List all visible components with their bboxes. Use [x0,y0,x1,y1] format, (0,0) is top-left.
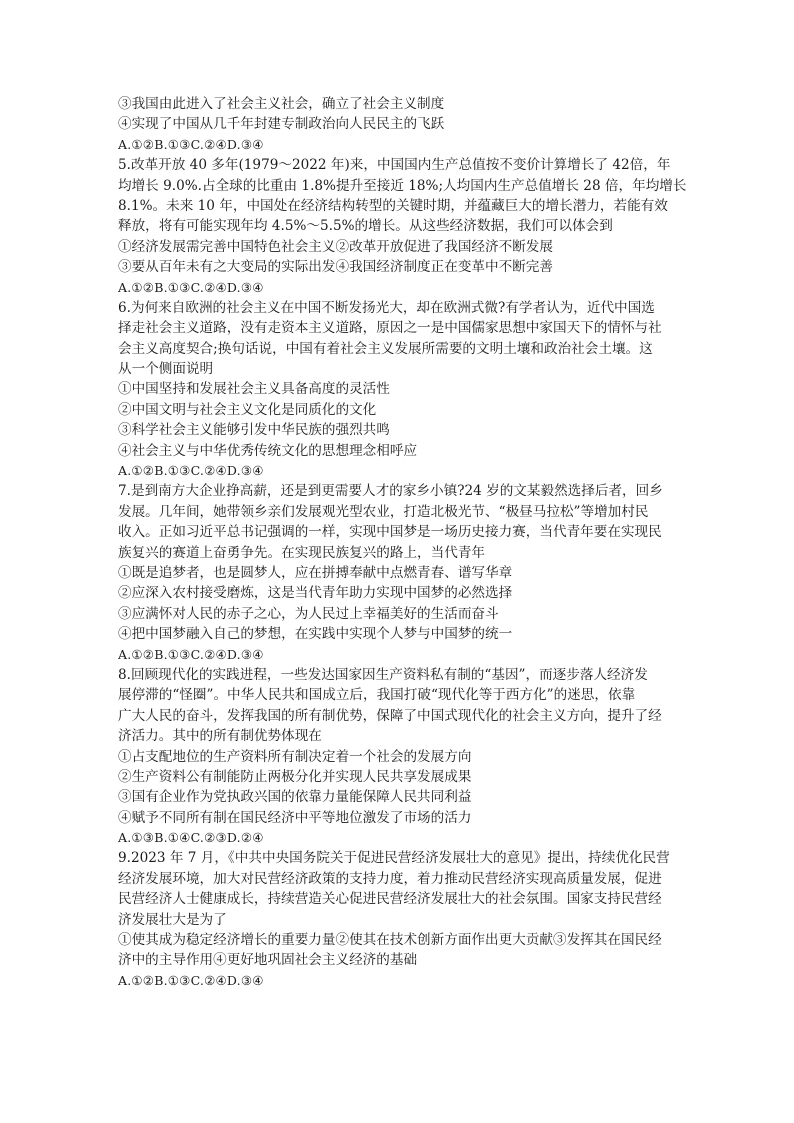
question-text-line: ③我国由此进入了社会主义社会，确立了社会主义制度 [118,96,445,112]
question-text-line: ④赋予不同所有制在国民经济中平等地位激发了市场的活力 [118,809,472,826]
question-text-line: ①既是追梦者，也是圆梦人，应在拼搏奉献中点燃青春、谱写华章 [118,564,513,581]
question-text-line: 8.回顾现代化的实践进程，一些发达国家因生产资料私有制的“基因”，而逐步落人经济发 [118,666,648,683]
question-text-line: ④把中国梦融入自己的梦想，在实践中实现个人梦与中国梦的统一 [118,626,513,643]
question-text-line: 广大人民的奋斗，发挥我国的所有制优势，保障了中国式现代化的社会主义方向，提升了经 [118,707,662,724]
question-text-line: 会主义高度契合;换句话说，中国有着社会主义发展所需要的文明土壤和政治社会土壤。这 [118,340,653,357]
question-text-line: 均增长 9.0%.占全球的比重由 1.8%提升至接近 18%;人均国内生产总值增长 28 倍，年均增长 [118,177,687,194]
question-text-line: 7.是到南方大企业挣高薪，还是到更需要人才的家乡小镇?24 岁的文某毅然选择后者，回乡 [118,483,663,500]
question-text-line: 9.2023 年 7 月，《中共中央国务院关于促进民营经济发展壮大的意见》提出，持续优化民营 [118,850,670,867]
question-text-line: 择走社会主义道路，没有走资本主义道路，原因之一是中国儒家思想中家国天下的情怀与社 [118,320,662,337]
question-text-line: 经济发展环境，加大对民营经济政策的支持力度，着力推动民营经济实现高质量发展，促进 [118,870,662,887]
question-text-line: ②应深入农村接受磨炼，这是当代青年助力实现中国梦的必然选择 [118,585,513,602]
answer-choices: A.①②B.①③C.②④D.③④ [118,136,264,152]
question-text-line: ①占支配地位的生产资料所有制决定着一个社会的发展方向 [118,748,472,765]
question-q4-tail [118,94,690,155]
exam-page [118,94,690,991]
question-text-line: ①经济发展需完善中国特色社会主义②改革开放促进了我国经济不断发展 [118,238,553,255]
question-text-line: ①使其成为稳定经济增长的重要力量②使其在技术创新方面作出更大贡献③发挥其在国民经 [118,932,662,949]
question-text-line: 收入。正如习近平总书记强调的一样，实现中国梦是一场历史接力赛，当代青年要在实现民 [118,524,662,541]
question-text-line: ②中国文明与社会主义文化是同质化的文化 [118,401,377,418]
question-q9 [118,848,690,991]
question-text-line: 展停滞的“怪圈”。中华人民共和国成立后，我国打破“现代化等于西方化”的迷思，依靠 [118,687,636,704]
question-text-line: 民营经济人士健康成长，持续营造关心促进民营经济发展壮大的社会氛围。国家支持民营经 [118,891,662,908]
question-text-line: ③应满怀对人民的赤子之心，为人民过上幸福美好的生活而奋斗 [118,605,499,622]
question-text-line: 济中的主导作用④更好地巩固社会主义经济的基础 [118,952,418,969]
question-text-line: 8.1%。未来 10 年，中国处在经济结构转型的关键时期，并蕴藏巨大的增长潜力，若能有效 [118,197,668,214]
question-text-line: 族复兴的赛道上奋勇争先。在实现民族复兴的路上，当代青年 [118,544,486,561]
question-text-line: 济活力。其中的所有制优势体现在 [118,728,322,745]
question-q5 [118,155,690,298]
question-q6 [118,298,690,482]
question-text-line: 6.为何来自欧洲的社会主义在中国不断发扬光大，却在欧洲式微?有学者认为，近代中国选 [118,299,655,316]
answer-choices: A.①②B.①③C.②④D.③④ [118,972,264,988]
question-text-line: ②生产资料公有制能防止两极分化并实现人民共享发展成果 [118,768,472,785]
question-text-line: 济发展壮大是为了 [118,911,227,928]
question-text-line: ①中国坚持和发展社会主义具备高度的灵活性 [118,381,390,398]
question-text-line: ④实现了中国从几千年封建专制政治向人民民主的飞跃 [118,116,445,133]
answer-choices: A.①②B.①③C.②④D.③④ [118,646,264,662]
answer-choices: A.①②B.①③C.②④D.③④ [118,463,264,479]
question-q7 [118,481,690,665]
question-text-line: 释放，将有可能实现年均 4.5%～5.5%的增长。从这些经济数据，我们可以体会到 [118,218,613,235]
question-text-line: ③科学社会主义能够引发中华民族的强烈共鸣 [118,422,390,439]
question-text-line: 发展。几年间，她带领乡亲们发展观光型农业，打造北极光节、“极昼马拉松”等增加村民 [118,503,649,520]
question-text-line: ④社会主义与中华优秀传统文化的思想理念相呼应 [118,442,418,459]
question-q8 [118,665,690,849]
answer-choices: A.①③B.①④C.②③D.②④ [118,830,264,846]
question-text-line: ③要从百年未有之大变局的实际出发④我国经济制度正在变革中不断完善 [118,259,553,276]
answer-choices: A.①②B.①③C.②④D.③④ [118,279,264,295]
question-text-line: ③国有企业作为党执政兴国的依靠力量能保障人民共同利益 [118,789,472,806]
question-text-line: 5.改革开放 40 多年(1979～2022 年)来，中国国内生产总值按不变价计算增长了 42倍，年 [118,157,671,174]
question-text-line: 从一个侧面说明 [118,361,214,378]
